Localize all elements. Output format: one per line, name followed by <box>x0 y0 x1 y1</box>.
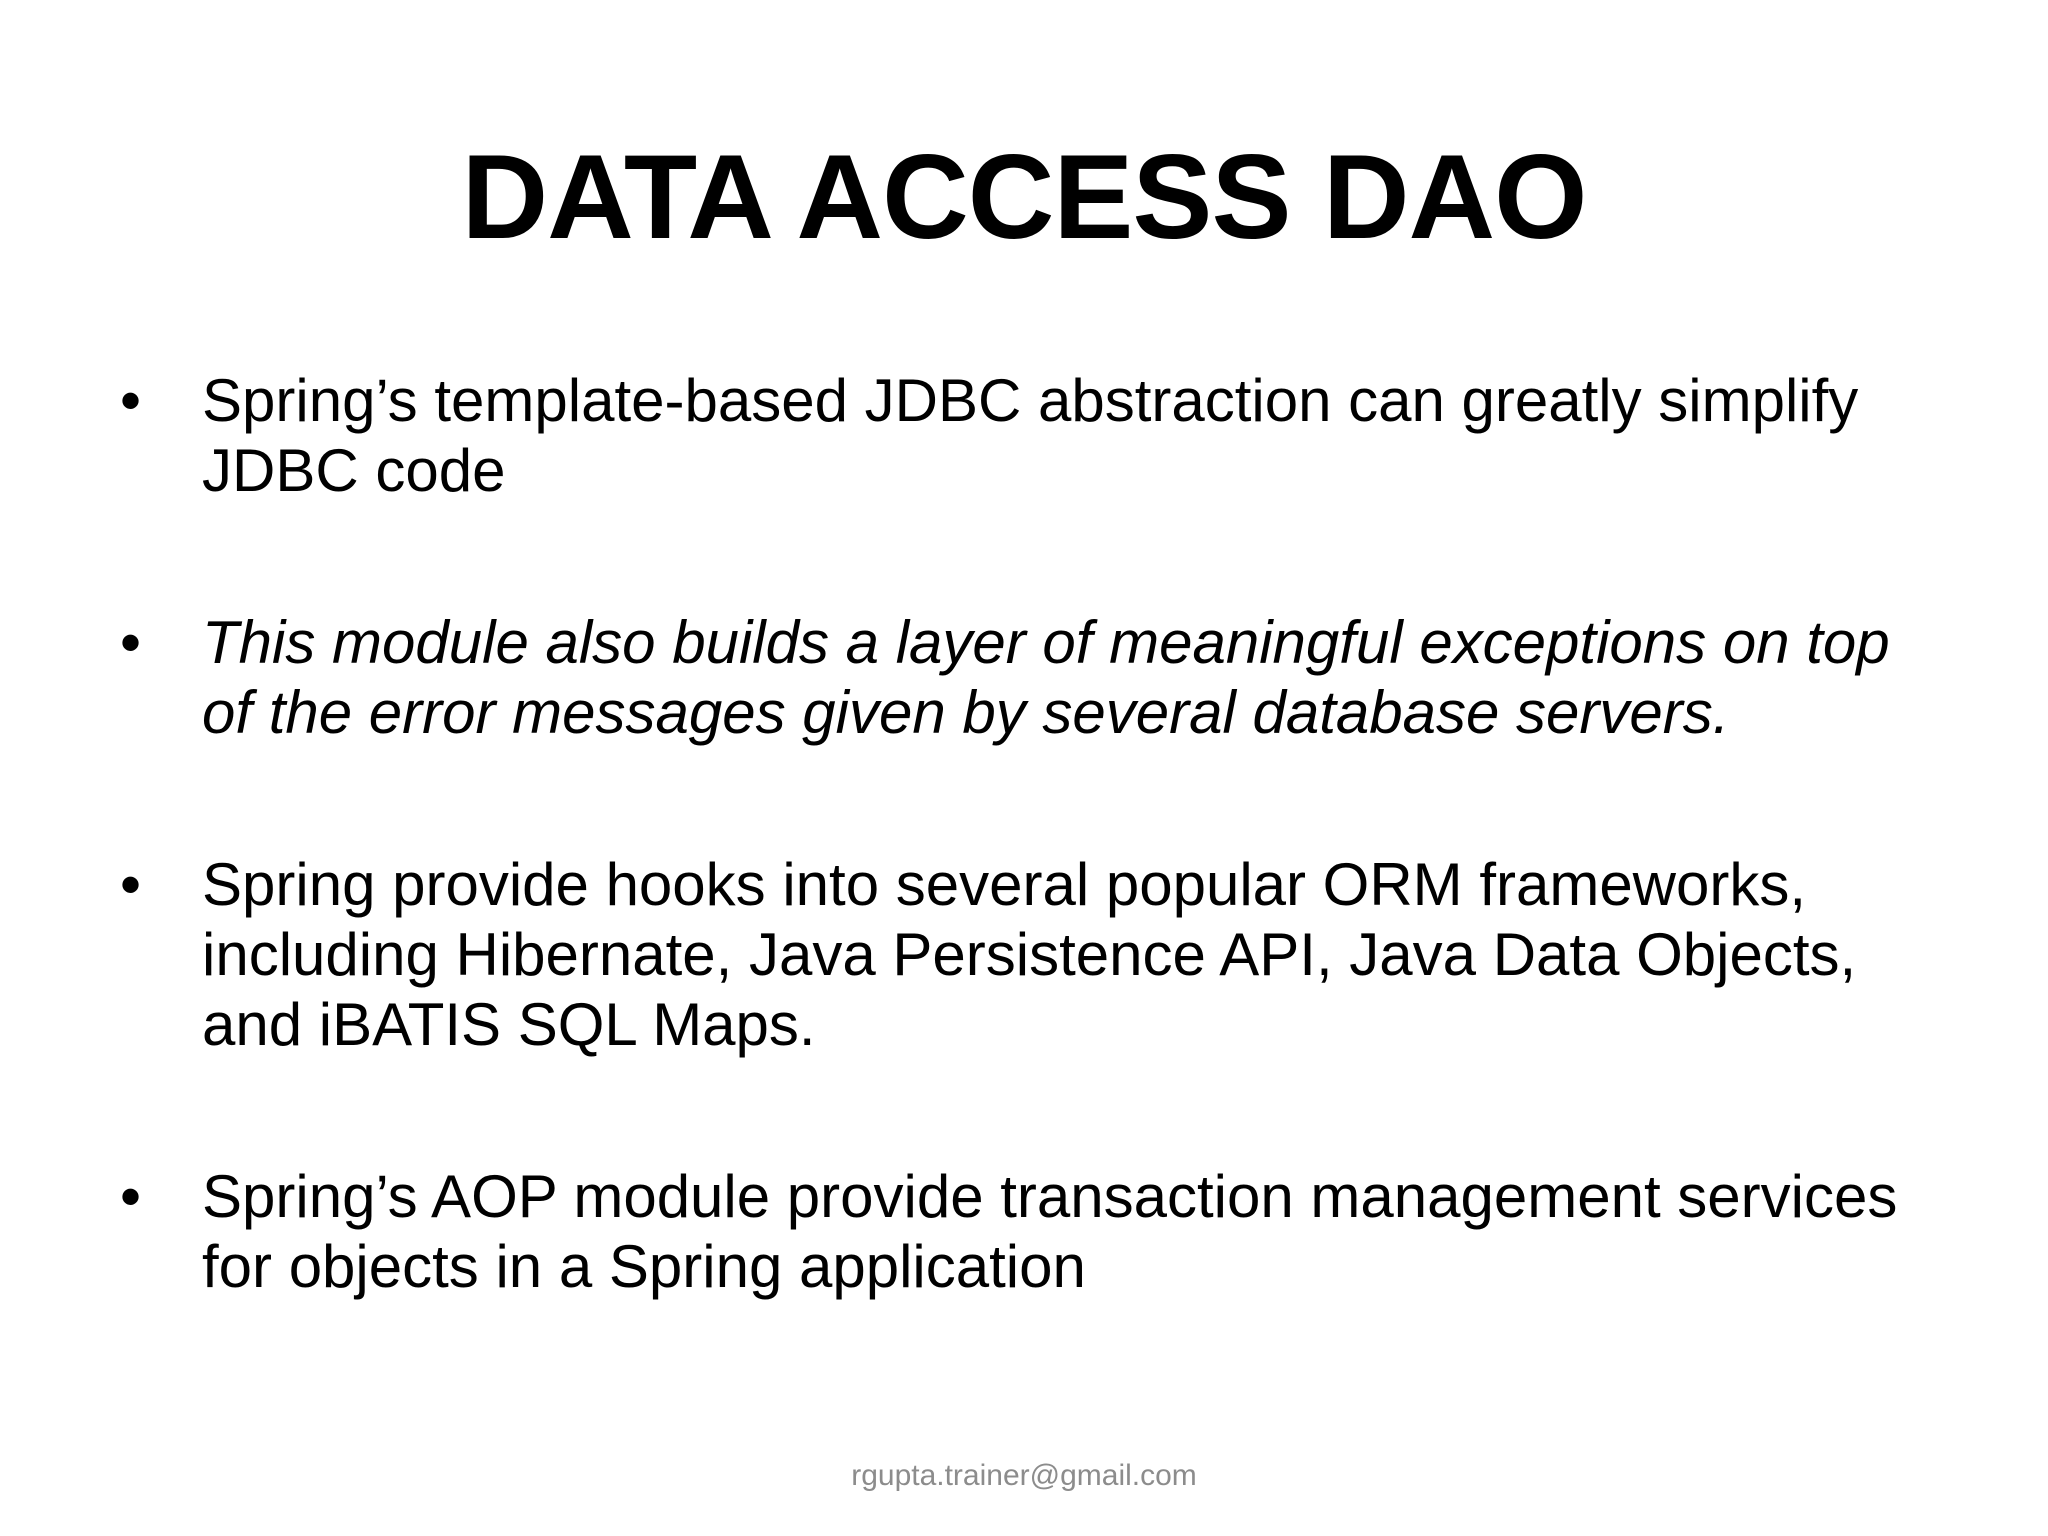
bullet-text: Spring’s AOP module provide transaction management services for objects in a Spring application <box>202 1163 1898 1300</box>
bullet-list <box>120 366 1940 1302</box>
bullet-item-exceptions <box>120 608 1940 748</box>
bullet-icon: • <box>120 851 142 918</box>
bullet-icon: • <box>120 609 142 676</box>
bullet-item-jdbc <box>120 366 1940 506</box>
bullet-text: Spring’s template-based JDBC abstraction can greatly simplify JDBC code <box>202 367 1859 504</box>
bullet-item-aop <box>120 1162 1940 1302</box>
bullet-item-orm <box>120 850 1940 1060</box>
footer-email: rgupta.trainer@gmail.com <box>851 1459 1197 1492</box>
bullet-icon: • <box>120 1163 142 1230</box>
bullet-text: This module also builds a layer of meaningful exceptions on top of the error messages given by several database servers. <box>202 609 1890 746</box>
slide-title: DATA ACCESS DAO <box>461 130 1587 264</box>
bullet-icon: • <box>120 367 142 434</box>
bullet-text: Spring provide hooks into several popular ORM frameworks, including Hibernate, Java Persistence API, Java Data Objects, and iBATIS SQL Maps. <box>202 851 1857 1058</box>
